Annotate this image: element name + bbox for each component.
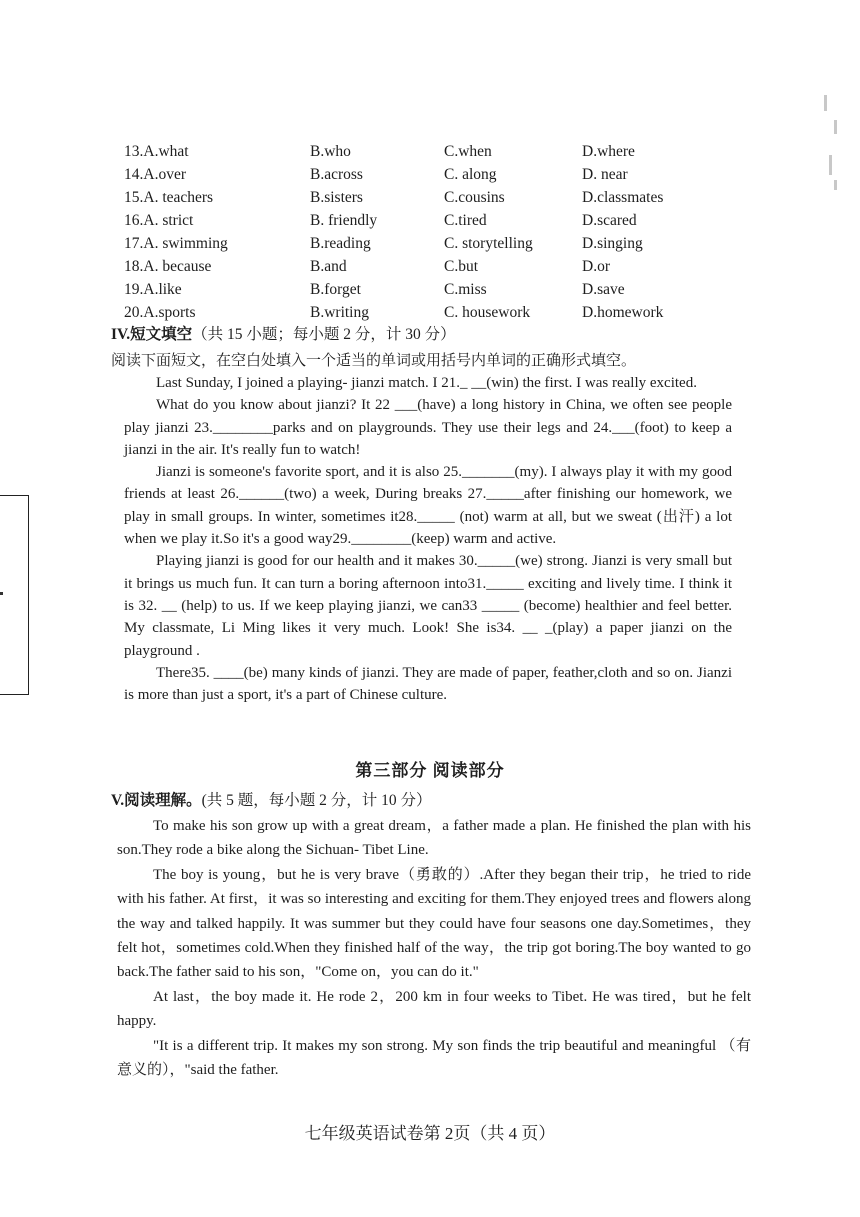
binding-mark <box>0 592 3 595</box>
option-b: B.writing <box>310 304 369 321</box>
option-a: 14.A.over <box>124 166 186 183</box>
option-c: C.tired <box>444 212 487 229</box>
reading-paragraph: At last，the boy made it. He rode 2，200 km in four weeks to Tibet. He was tired，but he felt happy. <box>117 988 751 1030</box>
option-row-13 <box>124 140 764 163</box>
part-3-title: 第三部分 阅读部分 <box>355 761 505 780</box>
option-c: C.but <box>444 258 479 275</box>
reading-paragraph: To make his son grow up with a great dream，a father made a plan. He finished the plan with his son.They rode a bike along the Sichuan- Tibet Line. <box>117 818 751 859</box>
option-a: 20.A.sports <box>124 304 196 321</box>
option-b: B.sisters <box>310 189 363 206</box>
scan-speck <box>824 95 827 111</box>
option-c: C.when <box>444 143 492 160</box>
option-b: B.forget <box>310 281 361 298</box>
option-d: D.where <box>582 143 635 160</box>
option-c: C.miss <box>444 281 487 298</box>
passage-paragraph: Last Sunday, I joined a playing- jianzi match. I 21._ __(win) the first. I was really excited. <box>156 375 697 391</box>
section-5-note: (共 5 题，每小题 2 分，计 10 分） <box>201 792 432 809</box>
option-a: 19.A.like <box>124 281 182 298</box>
section-4-title: IV.短文填空 <box>111 326 193 343</box>
option-d: D.homework <box>582 304 664 321</box>
option-b: B.reading <box>310 235 371 252</box>
reading-paragraph: The boy is young，but he is very brave（勇敢的）.After they began their trip，he tried to ride with his father. At first，it was so interesting and exciting for them.They enjoyed trees and flowers along the way and talked happily. It was summer but they could have four seasons one day.Sometimes，they felt hot，sometimes cold.When they finished half of the way，the trip got boring.The boy wanted to go back.The father said to his son，"Come on，you can do it." <box>117 866 751 981</box>
option-row-20 <box>124 301 764 324</box>
passage-paragraph: Jianzi is someone's favorite sport, and it is also 25._______(my). I always play it with my good friends at least 26.______(two) a week, During breaks 27._____after finishing our homework, we play in small groups. In winter, sometimes it28._____ (not) warm at all, but we sweat (出汗) a lot when we play it.So it's a good way29.________(keep) warm and active. <box>124 464 732 548</box>
option-row-19 <box>124 278 764 301</box>
option-row-14 <box>124 163 764 186</box>
passage-paragraph: What do you know about jianzi? It 22 ___(have) a long history in China, we often see people play jianzi 23.________parks and on playgrounds. They use their legs and 24.___(foot) to keep a jianzi in the air. It's really fun to watch! <box>124 397 732 458</box>
section-4-heading <box>111 322 456 344</box>
option-d: D.classmates <box>582 189 664 206</box>
option-b: B.across <box>310 166 363 183</box>
passage-paragraph: Playing jianzi is good for our health and it makes 30._____(we) strong. Jianzi is very small but it brings us much fun. It can turn a boring afternoon into31._____ exciting and lively time. I think it is 32. __ (help) to us. If we keep playing jianzi, we can33 _____ (become) healthier and feel better. My classmate, Li Ming likes it very much. Look! She is34. __ _(play) a paper jianzi on the playground . <box>124 553 732 659</box>
option-row-16 <box>124 209 764 232</box>
section-5-heading <box>111 788 432 810</box>
option-c: C. along <box>444 166 497 183</box>
reading-passage <box>117 814 751 1082</box>
option-d: D.singing <box>582 235 643 252</box>
cloze-passage <box>124 372 732 706</box>
option-a: 13.A.what <box>124 143 189 160</box>
option-row-18 <box>124 255 764 278</box>
option-a: 18.A. because <box>124 258 212 275</box>
option-c: C. storytelling <box>444 235 533 252</box>
binding-line-box <box>0 495 29 695</box>
option-d: D. near <box>582 166 628 183</box>
answer-options <box>124 140 764 324</box>
option-b: B. friendly <box>310 212 378 229</box>
page-footer: 七年级英语试卷第 2页（共 4 页） <box>304 1124 556 1143</box>
scan-speck <box>834 120 837 134</box>
section-4-instruction: 阅读下面短文，在空白处填入一个适当的单词或用括号内单词的正确形式填空。 <box>111 353 637 369</box>
option-c: C.cousins <box>444 189 505 206</box>
passage-paragraph: There35. ____(be) many kinds of jianzi. They are made of paper, feather,cloth and so on. Jianzi is more than just a sport, it's a part of Chinese culture. <box>124 664 732 704</box>
reading-paragraph: "It is a different trip. It makes my son strong. My son finds the trip beautiful and meaningful （有意义的），"said the father. <box>117 1037 751 1079</box>
scan-speck <box>834 180 837 190</box>
option-b: B.who <box>310 143 351 160</box>
option-c: C. housework <box>444 304 531 321</box>
option-a: 15.A. teachers <box>124 189 214 206</box>
option-a: 17.A. swimming <box>124 235 228 252</box>
option-d: D.save <box>582 281 625 298</box>
section-4-note: （共 15 小题；每小题 2 分，计 30 分） <box>192 326 456 343</box>
option-a: 16.A. strict <box>124 212 194 229</box>
option-row-17 <box>124 232 764 255</box>
scan-speck <box>829 155 832 175</box>
option-d: D.or <box>582 258 610 275</box>
option-d: D.scared <box>582 212 637 229</box>
option-row-15 <box>124 186 764 209</box>
option-b: B.and <box>310 258 347 275</box>
section-5-title: V.阅读理解。 <box>111 792 202 809</box>
